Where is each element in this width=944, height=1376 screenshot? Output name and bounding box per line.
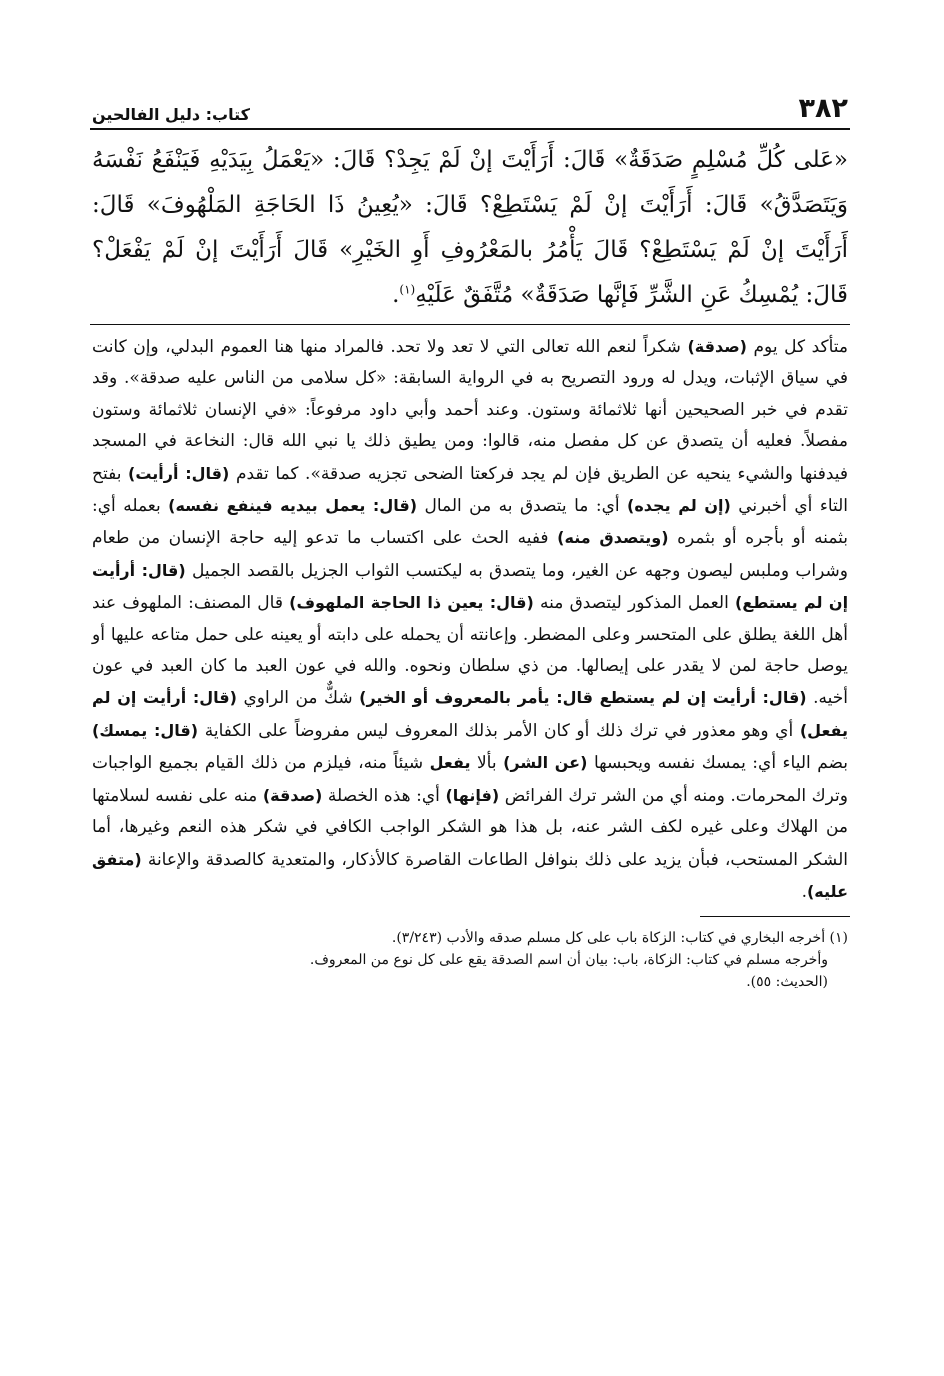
commentary-keyword: (قال: أرأيت)	[128, 463, 230, 483]
commentary-keyword: (صدقة)	[262, 785, 323, 805]
footnote-line: (١) أخرجه البخاري في كتاب: الزكاة باب على كل مسلم صدقه والأدب (٣/٢٤٣).	[391, 930, 848, 947]
hadith-text	[90, 138, 850, 318]
commentary-keyword: يفعل	[429, 753, 471, 773]
footnote-line: وأخرجه مسلم في كتاب: الزكاة، باب: بيان أن اسم الصدقة يقع على كل نوع من المعروف.	[309, 952, 828, 969]
commentary-text	[90, 331, 850, 908]
hadith-body: «عَلى كُلِّ مُسْلِمٍ صَدَقَةٌ» قَالَ: أَرَأَيْتَ إنْ لَمْ يَجِدْ؟ قَالَ: «يَعْمَلُ بِيَدَيْهِ فَيَنْفَعُ نَفْسَهُ وَيَتَصَدَّقُ» قَالَ: أَرَأَيْتَ إنْ لَمْ يَسْتَطِعْ؟ قَالَ: «يُعِينُ ذَا الحَاجَةِ المَلْهُوفَ» قَالَ: أَرَأَيْتَ إنْ لَمْ يَسْتَطِعْ؟ قَالَ يَأْمُرُ بالمَعْرُوفِ أَوِ الخَيْرِ» قَالَ أَرَأَيْتَ إنْ لَمْ يَفْعَلْ؟ قَالَ: يُمْسِكُ عَنِ الشَّرِّ فَإنَّها صَدَقَةٌ» مُتَّفَقٌ عَلَيْهِ	[92, 147, 848, 308]
commentary-keyword: (متفق عليه)	[92, 849, 848, 901]
commentary-keyword: (قال: أرأيت إن لم يستطع)	[92, 560, 849, 613]
commentary-keyword: (إن لم يجده)	[627, 496, 731, 516]
commentary-segment: بعمله أي: بثمنه أو بأجره أو بثمره	[92, 496, 849, 549]
section-divider	[90, 324, 850, 325]
commentary-segment: قال المصنف: الملهوف عند أهل اللغة يطلق على المتحسر وعلى المضطر. وإعانته أن يحمله على دابته أو يعينه على حمل متاعه عليها أو يوصل حاجة لمن لا يقدر على إيصالها. من ذي سلطان ونحوه. والله في عون العبد ما كان العبد في عون أخيه.	[92, 593, 849, 709]
commentary-keyword: (قال: يمسك)	[92, 720, 199, 740]
commentary-segment: ففيه الحث على اكتساب ما تدعو إليه حاجة الإنسان من طعام وشراب وملبس ليصون وجهه عن الغير، وما يتصدق به ليكتسب الثواب الجزيل بالقصد الجميل	[92, 528, 848, 581]
page-number: ٣٨٢	[798, 93, 848, 124]
footnotes	[90, 927, 850, 993]
commentary-segment: شيئاً منه، فيلزم من ذلك القيام بجميع الواجبات وترك المحرمات. ومنه أي من الشر ترك الفرائض	[92, 753, 848, 806]
page	[90, 78, 850, 993]
commentary-end: .	[801, 881, 807, 902]
commentary-segment: أي وهو معذور في ترك ذلك أو كان الأمر بذلك المعروف ليس مفروضاً على الكفاية	[204, 720, 794, 741]
commentary-keyword: (عن الشر)	[503, 753, 588, 773]
running-title: كتاب: دليل الفالحين	[92, 105, 250, 124]
commentary-keyword: (فإنها)	[445, 785, 500, 805]
commentary-segment: شكراً لنعم الله تعالى التي لا تعد ولا تحد. فالمراد منها هنا العموم البدلي، وإن كانت في سياق الإثبات، ويدل له ورود التصريح به في الرواية السابقة: «كل سلامى من الناس عليه صدقة». وقد تقدم في خبر الصحيحين أنها ثلاثمائة وستون. وعند أحمد وأبي داود مرفوعاً: «في الإنسان ثلاثمائة وستون مفصلاً. فعليه أن يتصدق عن كل مفصل منه، قالوا: ومن يطيق ذلك يا نبي الله قال: النخاعة في المسجد فيدفنها والشيء ينحيه عن الطريق فإن لم يجد فركعتا الضحى تجزيه صدقة». كما تقدم	[92, 337, 848, 484]
commentary-keyword: (قال: أرأيت إن لم يفعل)	[92, 688, 848, 740]
footnote-marker: (١)	[399, 282, 416, 297]
commentary-segment: العمل المذكور ليتصدق منه	[540, 593, 729, 614]
commentary-keyword: (قال: أرأيت إن لم يستطع قال: يأمر بالمعروف أو الخير)	[359, 688, 807, 708]
page-header	[90, 78, 850, 130]
commentary-segment: أي: هذه الخصلة	[327, 785, 440, 806]
commentary-segment: شكٌّ من الراوي	[243, 688, 353, 709]
footnote-divider	[700, 916, 850, 917]
commentary-keyword: (ويتصدق منه)	[557, 528, 669, 548]
commentary-keyword: (قال: يعين ذا الحاجة الملهوف)	[289, 593, 534, 613]
commentary-segment: منه على نفسه لسلامتها من الهلاك وعلى غيره لكف الشر عنه، بل هذا هو الشكر الواجب الكافي في شكر هذه النعم وغيرها، أما الشكر المستحب، فبأن يزيد على ذلك بنوافل الطاعات القاصرة كالأذكار، والمتعدية كالصدقة والإعانة	[92, 785, 848, 870]
commentary-segment: بفتح التاء أي أخبرني	[92, 463, 849, 517]
commentary-segment: بضم الياء أي: يمسك نفسه ويحبسها	[593, 753, 849, 774]
footnote-line: (الحديث: ٥٥).	[746, 974, 828, 991]
commentary-segment: بألا	[476, 753, 497, 774]
commentary-segment: متأكد كل يوم	[753, 337, 849, 357]
commentary-keyword: (صدقة)	[687, 337, 747, 356]
commentary-keyword: (قال: يعمل بيديه فينفع نفسه)	[168, 496, 418, 516]
commentary-segment: أي: ما يتصدق به من المال	[424, 496, 620, 517]
hadith-end: .	[392, 282, 400, 308]
